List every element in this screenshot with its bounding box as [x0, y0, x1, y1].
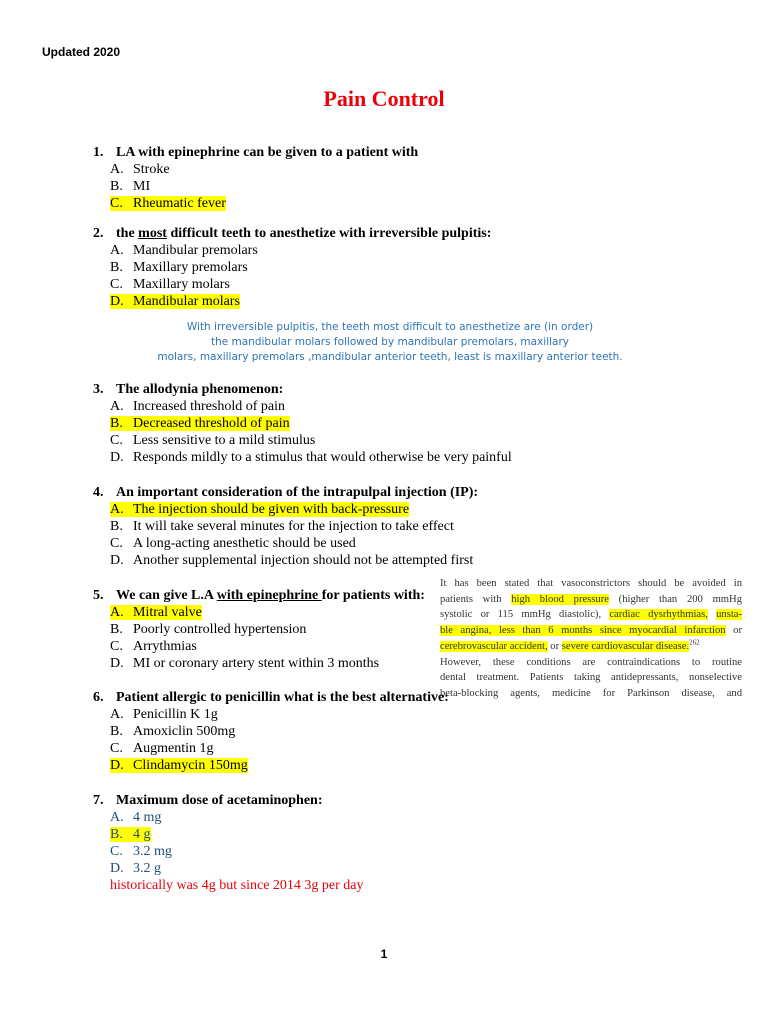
- question-1-title: 1. LA with epinephrine can be given to a patient with: [93, 145, 419, 160]
- q6-option-a: A. Penicillin K 1g: [110, 707, 218, 722]
- q3-option-d: D. Responds mildly to a stimulus that would otherwise be very painful: [110, 450, 512, 465]
- question-6: [93, 689, 449, 774]
- question-7: [93, 792, 364, 894]
- question-5-title: 5. We can give L.A with epinephrine for patients with:: [93, 588, 425, 603]
- q2-option-c: C. Maxillary molars: [110, 277, 230, 292]
- question-6-title: 6. Patient allergic to penicillin what is the best alternative:: [93, 690, 449, 705]
- q4-option-b: B. It will take several minutes for the injection to take effect: [110, 519, 454, 534]
- q1-option-c-answer: C. Rheumatic fever: [110, 196, 226, 211]
- excerpt-line-8: beta-blocking agents, medicine for Parkinson disease, and: [440, 687, 742, 699]
- q5-option-d: D. MI or coronary artery stent within 3 months: [110, 656, 380, 671]
- q2-explanation: With irreversible pulpitis, the teeth most difficult to anesthetize are (in order) the mandibular molars followed by mandibular premolars, maxillary molars, maxillary premolars ,mandibular anterior teeth, least is maxillary anterior teeth.: [157, 321, 623, 363]
- q5-option-c: C. Arrythmias: [110, 639, 197, 654]
- page-number: 1: [380, 947, 388, 961]
- question-4-title: 4. An important consideration of the intrapulpal injection (IP):: [93, 485, 479, 500]
- excerpt-line-5: cerebrovascular accident, or severe cardiovascular disease.$^{262}$: [440, 638, 700, 652]
- q1-option-b: B. MI: [110, 179, 151, 194]
- q6-option-d-answer: D. Clindamycin 150mg: [110, 758, 248, 773]
- q5-option-b: B. Poorly controlled hypertension: [110, 622, 307, 637]
- question-3-title: 3. The allodynia phenomenon:: [93, 382, 284, 397]
- question-4: [93, 484, 478, 569]
- q7-note: historically was 4g but since 2014 3g per day: [110, 878, 364, 893]
- q7-option-d: D. 3.2 g: [110, 861, 161, 876]
- q7-option-c: C. 3.2 mg: [110, 844, 172, 859]
- q1-option-a: A. Stroke: [110, 162, 170, 177]
- page-title: Pain Control: [323, 86, 445, 111]
- question-2-title: 2. the most difficult teeth to anesthetize with irreversible pulpitis:: [93, 226, 492, 241]
- excerpt-line-4: ble angina, less than 6 months since myocardial infarction or: [440, 625, 742, 637]
- q4-option-a-answer: A. The injection should be given with back-pressure: [110, 502, 410, 517]
- q6-option-c: C. Augmentin 1g: [110, 741, 214, 756]
- question-3: [93, 381, 512, 466]
- question-5: [93, 587, 425, 672]
- excerpt-line-7: dental treatment. Patients taking antidepressants, nonselective: [440, 672, 742, 684]
- excerpt-line-6: However, these conditions are contraindications to routine: [440, 656, 742, 668]
- excerpt-line-2: patients with high blood pressure (higher than 200 mmHg: [440, 593, 742, 605]
- q2-option-a: A. Mandibular premolars: [110, 243, 258, 258]
- question-2: [93, 225, 491, 310]
- q5-option-a-answer: A. Mitral valve: [110, 605, 202, 620]
- question-7-title: 7. Maximum dose of acetaminophen:: [93, 793, 323, 808]
- excerpt-line-3: systolic or 115 mmHg diastolic), cardiac dysrhythmias, unsta-: [440, 609, 742, 621]
- q3-option-b-answer: B. Decreased threshold of pain: [110, 416, 290, 431]
- q4-option-d: D. Another supplemental injection should not be attempted first: [110, 553, 474, 568]
- updated-label: Updated 2020: [42, 45, 121, 59]
- q6-option-b: B. Amoxiclin 500mg: [110, 724, 236, 739]
- q3-option-c: C. Less sensitive to a mild stimulus: [110, 433, 316, 448]
- q3-option-a: A. Increased threshold of pain: [110, 399, 285, 414]
- question-1: [93, 144, 418, 212]
- q2-option-d-answer: D. Mandibular molars: [110, 294, 240, 309]
- q7-option-b-answer: B. 4 g: [110, 827, 151, 842]
- q4-option-c: C. A long-acting anesthetic should be used: [110, 536, 356, 551]
- textbook-excerpt: [440, 576, 742, 702]
- excerpt-line-1: It has been stated that vasoconstrictors should be avoided in: [440, 578, 742, 589]
- q7-option-a: A. 4 mg: [110, 810, 162, 825]
- q2-option-b: B. Maxillary premolars: [110, 260, 248, 275]
